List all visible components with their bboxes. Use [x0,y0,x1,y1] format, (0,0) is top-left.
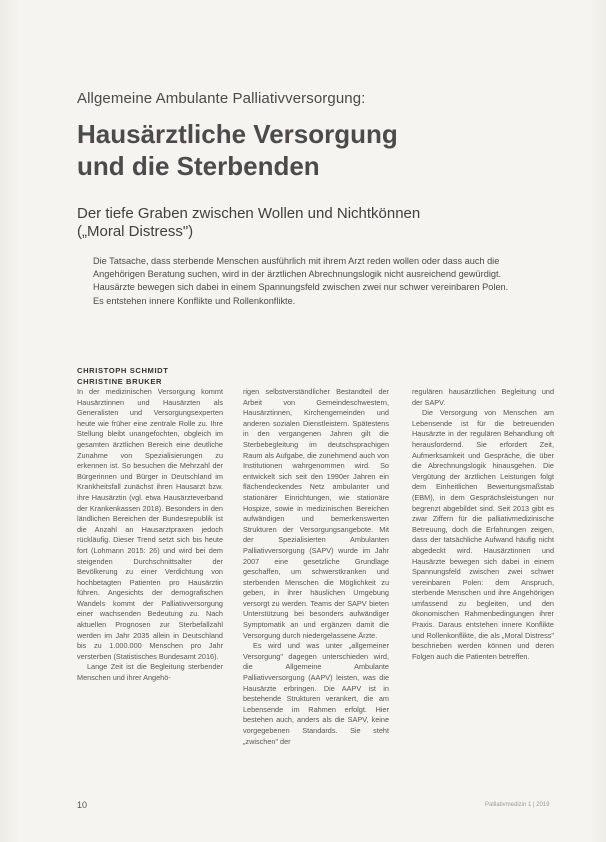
article-title [77,118,398,182]
subtitle-line-2: („Moral Distress") [77,223,194,240]
body-paragraph: regulären hausärztlichen Begleitung und der SAPV. [412,387,554,407]
author-name: CHRISTOPH SCHMIDT [77,366,169,375]
text-column-2 [243,387,389,747]
title-line-1: Hausärztliche Versorgung [77,119,398,149]
journal-footer: Palliativmedizin 1 | 2019 [485,802,550,808]
article-subtitle [77,205,547,241]
body-paragraph: Es wird und was unter „allgemeiner Versorgung" dagegen unterschieden wird, die Allgemeine Ambulante Palliativversorgung (AAPV) leisten, was die Hausärzte erbringen. Die AAPV ist in bestehende Strukturen verankert, die am Lebensende im Rahmen erfolgt. Hier bestehen auch, anders als die SAPV, keine vorgegebenen Standards. Sie steht „zwischen" der [243,641,389,746]
author-list [77,366,168,387]
text-column-1 [77,387,223,684]
title-line-2: und die Sterbenden [77,151,320,181]
subtitle-line-1: Der tiefe Graben zwischen Wollen und Nichtkönnen [77,205,421,222]
body-paragraph: Lange Zeit ist die Begleitung sterbender Menschen und ihrer Angehö- [77,662,223,683]
article-kicker: Allgemeine Ambulante Palliativversorgung: [77,90,366,107]
page-number: 10 [77,800,88,810]
author-name: CHRISTINE BRUKER [77,376,163,386]
body-paragraph: Die Versorgung von Menschen am Lebensende ist für die betreuenden Hausärzte in der regulären Behandlung oft herausfordernd. Sie erfordert Zeit, Aufmerksamkeit und Gespräche, die über die Abrechnungslogik hinausgehen. Die Vergütung der ärztlichen Leistungen folgt dem Einheitlichen Bewertungsmaßstab (EBM), in dem Gesprächsleistungen nur begrenzt abgebildet sind. Seit 2013 gibt es zwar Ziffern für die palliativmedizinische Betreuung, doch die Erfahrungen zeigen, dass der tatsächliche Aufwand häufig nicht abgedeckt wird. Hausärztinnen und Hausärzte bewegen sich dabei in einem Spannungsfeld zwischen zwei schwer vereinbaren Polen: dem Anspruch, sterbende Menschen und ihre Angehörigen umfassend zu begleiten, und den ökonomischen Rahmenbedingungen ihrer Praxis. Daraus entstehen innere Konflikte und Rollenkonflikte, die als „Moral Distress" beschrieben werden können und deren Folgen auch die Patienten betreffen. [412,408,554,661]
body-paragraph: In der medizinischen Versorgung kommt Hausärztinnen und Hausärzten als Generalisten und Versorgungsexperten heute wie früher eine zentrale Rolle zu. Ihre Stellung bleibt unangefochten, obgleich im gesamten ärztlichen Bereich eine deutliche Zunahme von Spezialisierungen zu erkennen ist. So besuchen die Mehrzahl der Bürgerinnen und Bürger in Deutschland im Krankheitsfall zunächst ihren Hausarzt bzw. ihre Hausärztin (vgl. etwa Hausärzteverband der Krankenkassen 2018). Besonders in den ländlichen Bereichen der Bundesrepublik ist die Anzahl an Hausarztpraxen jedoch rückläufig. Dieser Trend setzt sich bis heute fort (Lohmann 2015: 26) und wird bei dem steigenden Durchschnittsalter der Bevölkerung zu einer Verdichtung von hochbetagten Patienten pro Hausärztin führen. Angesichts der demografischen Wandels kommt der Palliativversorgung einer wachsenden Bedeutung zu. Nach aktuellen Prognosen zur Sterbefallzahl werden im Jahr 2035 allein in Deutschland bis zu 1.000.000 Menschen pro Jahr versterben (Statistisches Bundesamt 2016). [77,387,223,661]
text-column-3 [412,387,554,662]
body-paragraph: rigen selbstverständlicher Bestandteil der Arbeit von Gemeindeschwestern, Hausärztinnen, Kirchengemeinden und anderen sozialen Dienstleistern. Spätestens in den vergangenen Jahren gilt die Sterbebegleitung im deutschsprachigen Raum als Aufgabe, die zunehmend auch von Institutionen wahrgenommen wird. So entwickelt sich seit den 1990er Jahren ein flächendeckendes Netz ambulanter und stationärer Einrichtungen, wie stationäre Hospize, sowie in medizinischen Bereichen aufwändigen und bemerkenswerten Strukturen der Versorgungsangebote. Mit der Spezialisierten Ambulanten Palliativversorgung (SAPV) wurde im Jahr 2007 eine gesetzliche Grundlage geschaffen, um schwerstkranken und sterbenden Menschen die Möglichkeit zu geben, in ihrer häuslichen Umgebung versorgt zu werden. Teams der SAPV bieten Unterstützung bei besonders aufwändiger Symptomatik an und ergänzen damit die Versorgung durch niedergelassene Ärzte. [243,387,389,640]
article-lead: Die Tatsache, dass sterbende Menschen ausführlich mit ihrem Arzt reden wollen oder dass auch die Angehörigen Beratung suchen, wird in der ärztlichen Abrechnungslogik nicht ausreichend gewürdigt. Hausärzte bewegen sich dabei in einem Spannungsfeld zwischen zwei nur schwer vereinbaren Polen. Es entstehen innere Konflikte und Rollenkonflikte. [93,256,509,306]
